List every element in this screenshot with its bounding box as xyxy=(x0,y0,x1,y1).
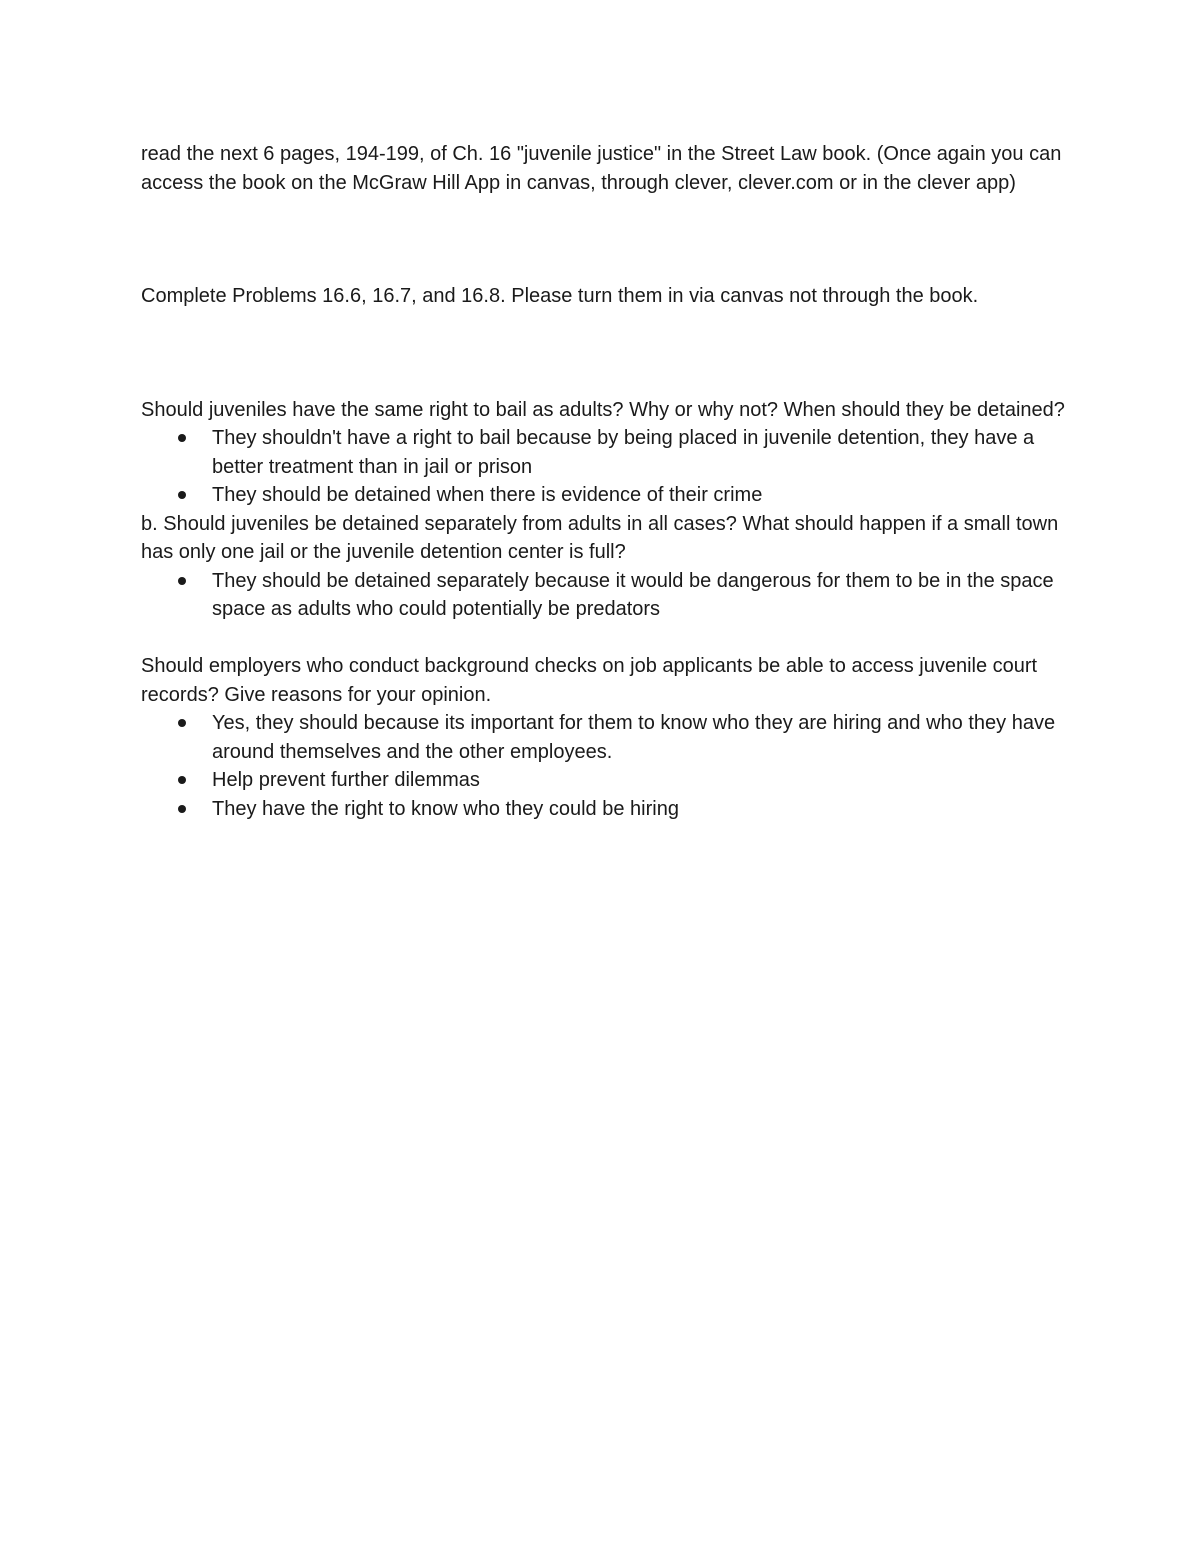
question-separate-detention: b. Should juveniles be detained separately from adults in all cases? What should happen if a small town has only one jail or the juvenile detention center is full? xyxy=(141,512,1059,563)
list-item xyxy=(212,709,1071,766)
bullet-icon xyxy=(178,776,186,784)
bullet-icon xyxy=(178,719,186,727)
spacer xyxy=(141,197,1071,282)
list-item xyxy=(212,481,1071,510)
answer-list-separate-detention xyxy=(141,567,1071,624)
intro-paragraph: read the next 6 pages, 194-199, of Ch. 16 "juvenile justice" in the Street Law book. (Once again you can access the book on the McGraw Hill App in canvas, through clever, clever.com or in the clever app) xyxy=(141,143,1062,194)
answer-list-bail xyxy=(141,424,1071,510)
answer-text: Help prevent further dilemmas xyxy=(212,769,480,791)
instructions-paragraph: Complete Problems 16.6, 16.7, and 16.8. Please turn them in via canvas not through the book. xyxy=(141,285,979,307)
bullet-icon xyxy=(178,434,186,442)
document-page xyxy=(141,140,1071,823)
question-bail: Should juveniles have the same right to bail as adults? Why or why not? When should they be detained? xyxy=(141,398,1065,421)
spacer xyxy=(141,624,1071,653)
spacer xyxy=(141,311,1071,396)
answer-text: Yes, they should because its important for them to know who they are hiring and who they have around themselves and the other employees. xyxy=(212,712,1056,763)
list-item xyxy=(212,766,1071,795)
answer-text: They should be detained when there is evidence of their crime xyxy=(212,484,763,506)
bullet-icon xyxy=(178,805,186,813)
bullet-icon xyxy=(178,577,186,585)
answer-text: They have the right to know who they could be hiring xyxy=(212,797,679,820)
answer-text: They shouldn't have a right to bail because by being placed in juvenile detention, they have a better treatment than in jail or prison xyxy=(212,427,1035,478)
list-item xyxy=(212,424,1071,481)
answer-list-background-checks xyxy=(141,709,1071,823)
list-item xyxy=(212,567,1071,624)
bullet-icon xyxy=(178,491,186,499)
answer-text: They should be detained separately because it would be dangerous for them to be in the space space as adults who could potentially be predators xyxy=(212,569,1054,620)
question-background-checks: Should employers who conduct background checks on job applicants be able to access juvenile court records? Give reasons for your opinion. xyxy=(141,655,1038,706)
list-item xyxy=(212,795,1071,824)
